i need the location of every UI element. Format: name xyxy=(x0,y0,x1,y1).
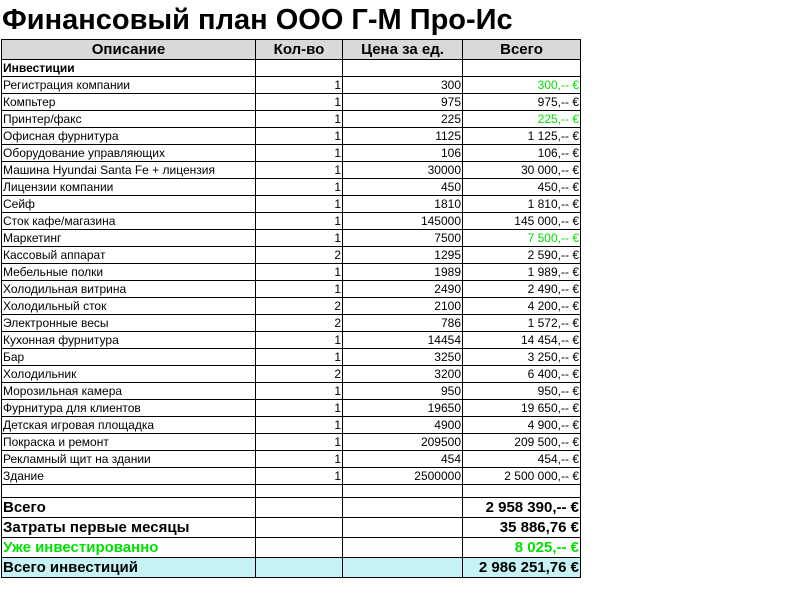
sheet-title: Финансовый план ООО Г-М Про-Ис xyxy=(2,4,513,36)
header-quantity[interactable]: Кол-во xyxy=(256,40,343,60)
item-total[interactable]: 14 454,-- € xyxy=(463,332,581,349)
cell-empty[interactable] xyxy=(343,60,463,77)
cell-empty[interactable] xyxy=(343,485,463,498)
item-unit-price[interactable]: 975 xyxy=(343,94,463,111)
item-total[interactable]: 106,-- € xyxy=(463,145,581,162)
table-row xyxy=(2,298,581,315)
cell-empty[interactable] xyxy=(256,485,343,498)
item-quantity[interactable]: 1 xyxy=(256,94,343,111)
table-row xyxy=(2,230,581,247)
summary-row xyxy=(2,498,581,518)
item-total[interactable]: 1 989,-- € xyxy=(463,264,581,281)
section-label[interactable]: Инвестиции xyxy=(2,60,256,77)
section-row xyxy=(2,60,581,77)
item-total[interactable]: 1 810,-- € xyxy=(463,196,581,213)
item-quantity[interactable]: 1 xyxy=(256,417,343,434)
item-quantity[interactable]: 1 xyxy=(256,179,343,196)
item-description[interactable]: Компьтер xyxy=(2,94,256,111)
financial-plan-table xyxy=(1,39,581,578)
summary-label[interactable]: Всего xyxy=(2,498,256,518)
item-quantity[interactable]: 1 xyxy=(256,213,343,230)
header-unit-price[interactable]: Цена за ед. xyxy=(343,40,463,60)
item-unit-price[interactable]: 2500000 xyxy=(343,468,463,485)
cell-empty[interactable] xyxy=(256,558,343,578)
header-total[interactable]: Всего xyxy=(463,40,581,60)
item-unit-price[interactable]: 4900 xyxy=(343,417,463,434)
item-total[interactable]: 2 500 000,-- € xyxy=(463,468,581,485)
table-row xyxy=(2,111,581,128)
item-quantity[interactable]: 2 xyxy=(256,298,343,315)
item-total[interactable]: 3 250,-- € xyxy=(463,349,581,366)
cell-empty[interactable] xyxy=(343,518,463,538)
item-total[interactable]: 2 590,-- € xyxy=(463,247,581,264)
item-description[interactable]: Здание xyxy=(2,468,256,485)
table-row xyxy=(2,451,581,468)
table-row xyxy=(2,349,581,366)
table-row xyxy=(2,179,581,196)
table-row xyxy=(2,383,581,400)
item-unit-price[interactable]: 2490 xyxy=(343,281,463,298)
table-row xyxy=(2,247,581,264)
item-total[interactable]: 209 500,-- € xyxy=(463,434,581,451)
item-description[interactable]: Принтер/факс xyxy=(2,111,256,128)
item-unit-price[interactable]: 145000 xyxy=(343,213,463,230)
item-total[interactable]: 4 900,-- € xyxy=(463,417,581,434)
item-quantity[interactable]: 1 xyxy=(256,264,343,281)
table-row xyxy=(2,417,581,434)
item-quantity[interactable]: 2 xyxy=(256,247,343,264)
item-description[interactable]: Машина Hyundai Santa Fe + лицензия xyxy=(2,162,256,179)
table-row xyxy=(2,366,581,383)
item-description[interactable]: Кухонная фурнитура xyxy=(2,332,256,349)
table-row xyxy=(2,468,581,485)
item-unit-price[interactable]: 1295 xyxy=(343,247,463,264)
header-description[interactable]: Описание xyxy=(2,40,256,60)
item-total[interactable]: 450,-- € xyxy=(463,179,581,196)
item-description[interactable]: Детская игровая площадка xyxy=(2,417,256,434)
cell-empty[interactable] xyxy=(463,485,581,498)
item-unit-price[interactable]: 2100 xyxy=(343,298,463,315)
summary-value[interactable]: 2 958 390,-- € xyxy=(463,498,581,518)
item-quantity[interactable]: 2 xyxy=(256,315,343,332)
item-quantity[interactable]: 1 xyxy=(256,281,343,298)
item-total[interactable]: 2 490,-- € xyxy=(463,281,581,298)
table-row xyxy=(2,281,581,298)
cell-empty[interactable] xyxy=(343,498,463,518)
item-unit-price[interactable]: 30000 xyxy=(343,162,463,179)
item-quantity[interactable]: 1 xyxy=(256,196,343,213)
item-unit-price[interactable]: 454 xyxy=(343,451,463,468)
item-unit-price[interactable]: 450 xyxy=(343,179,463,196)
header-row xyxy=(2,40,581,60)
item-unit-price[interactable]: 3200 xyxy=(343,366,463,383)
item-description[interactable]: Кассовый аппарат xyxy=(2,247,256,264)
item-total[interactable]: 30 000,-- € xyxy=(463,162,581,179)
item-description[interactable]: Лицензии компании xyxy=(2,179,256,196)
cell-empty[interactable] xyxy=(256,60,343,77)
item-quantity[interactable]: 1 xyxy=(256,451,343,468)
item-quantity[interactable]: 1 xyxy=(256,468,343,485)
item-description[interactable]: Морозильная камера xyxy=(2,383,256,400)
item-quantity[interactable]: 1 xyxy=(256,383,343,400)
item-quantity[interactable]: 1 xyxy=(256,434,343,451)
item-description[interactable]: Маркетинг xyxy=(2,230,256,247)
item-quantity[interactable]: 2 xyxy=(256,366,343,383)
table-row xyxy=(2,332,581,349)
table-row xyxy=(2,434,581,451)
item-total[interactable]: 300,-- € xyxy=(463,77,581,94)
table-row xyxy=(2,196,581,213)
summary-row xyxy=(2,538,581,558)
item-total[interactable]: 950,-- € xyxy=(463,383,581,400)
item-quantity[interactable]: 1 xyxy=(256,230,343,247)
item-unit-price[interactable]: 225 xyxy=(343,111,463,128)
table-row xyxy=(2,77,581,94)
item-description[interactable]: Сейф xyxy=(2,196,256,213)
item-unit-price[interactable]: 14454 xyxy=(343,332,463,349)
item-quantity[interactable]: 1 xyxy=(256,111,343,128)
table-row xyxy=(2,264,581,281)
summary-label[interactable]: Всего инвестиций xyxy=(2,558,256,578)
item-total[interactable]: 975,-- € xyxy=(463,94,581,111)
item-description[interactable]: Холодильный сток xyxy=(2,298,256,315)
summary-value[interactable]: 35 886,76 € xyxy=(463,518,581,538)
summary-value[interactable]: 8 025,-- € xyxy=(463,538,581,558)
item-unit-price[interactable]: 7500 xyxy=(343,230,463,247)
item-description[interactable]: Регистрация компании xyxy=(2,77,256,94)
item-unit-price[interactable]: 19650 xyxy=(343,400,463,417)
item-unit-price[interactable]: 209500 xyxy=(343,434,463,451)
item-unit-price[interactable]: 1810 xyxy=(343,196,463,213)
item-unit-price[interactable]: 1989 xyxy=(343,264,463,281)
table-row xyxy=(2,162,581,179)
summary-label[interactable]: Уже инвестированно xyxy=(2,538,256,558)
table-row xyxy=(2,213,581,230)
item-unit-price[interactable]: 106 xyxy=(343,145,463,162)
table-row xyxy=(2,400,581,417)
table-row xyxy=(2,128,581,145)
table-row xyxy=(2,315,581,332)
item-total[interactable]: 1 125,-- € xyxy=(463,128,581,145)
item-total[interactable]: 454,-- € xyxy=(463,451,581,468)
item-quantity[interactable]: 1 xyxy=(256,77,343,94)
item-description[interactable]: Мебельные полки xyxy=(2,264,256,281)
item-total[interactable]: 1 572,-- € xyxy=(463,315,581,332)
item-description[interactable]: Холодильная витрина xyxy=(2,281,256,298)
summary-row xyxy=(2,558,581,578)
item-total[interactable]: 4 200,-- € xyxy=(463,298,581,315)
summary-label[interactable]: Затраты первые месяцы xyxy=(2,518,256,538)
item-total[interactable]: 19 650,-- € xyxy=(463,400,581,417)
item-unit-price[interactable]: 1125 xyxy=(343,128,463,145)
cell-empty[interactable] xyxy=(256,498,343,518)
item-description[interactable]: Бар xyxy=(2,349,256,366)
cell-empty[interactable] xyxy=(256,538,343,558)
item-unit-price[interactable]: 786 xyxy=(343,315,463,332)
cell-empty[interactable] xyxy=(343,538,463,558)
item-description[interactable]: Оборудование управляющих xyxy=(2,145,256,162)
summary-value[interactable]: 2 986 251,76 € xyxy=(463,558,581,578)
item-description[interactable]: Рекламный щит на здании xyxy=(2,451,256,468)
cell-empty[interactable] xyxy=(343,558,463,578)
item-description[interactable]: Холодильник xyxy=(2,366,256,383)
item-quantity[interactable]: 1 xyxy=(256,162,343,179)
item-quantity[interactable]: 1 xyxy=(256,349,343,366)
item-description[interactable]: Офисная фурнитура xyxy=(2,128,256,145)
item-description[interactable]: Покраска и ремонт xyxy=(2,434,256,451)
item-unit-price[interactable]: 3250 xyxy=(343,349,463,366)
item-description[interactable]: Сток кафе/магазина xyxy=(2,213,256,230)
table-row xyxy=(2,145,581,162)
summary-row xyxy=(2,518,581,538)
item-quantity[interactable]: 1 xyxy=(256,332,343,349)
item-description[interactable]: Фурнитура для клиентов xyxy=(2,400,256,417)
cell-empty[interactable] xyxy=(256,518,343,538)
item-unit-price[interactable]: 300 xyxy=(343,77,463,94)
item-total[interactable]: 6 400,-- € xyxy=(463,366,581,383)
item-unit-price[interactable]: 950 xyxy=(343,383,463,400)
item-total[interactable]: 7 500,-- € xyxy=(463,230,581,247)
cell-empty[interactable] xyxy=(463,60,581,77)
item-total[interactable]: 225,-- € xyxy=(463,111,581,128)
item-quantity[interactable]: 1 xyxy=(256,145,343,162)
item-quantity[interactable]: 1 xyxy=(256,400,343,417)
blank-row xyxy=(2,485,581,498)
table-row xyxy=(2,94,581,111)
item-total[interactable]: 145 000,-- € xyxy=(463,213,581,230)
item-description[interactable]: Электронные весы xyxy=(2,315,256,332)
cell-empty[interactable] xyxy=(2,485,256,498)
item-quantity[interactable]: 1 xyxy=(256,128,343,145)
